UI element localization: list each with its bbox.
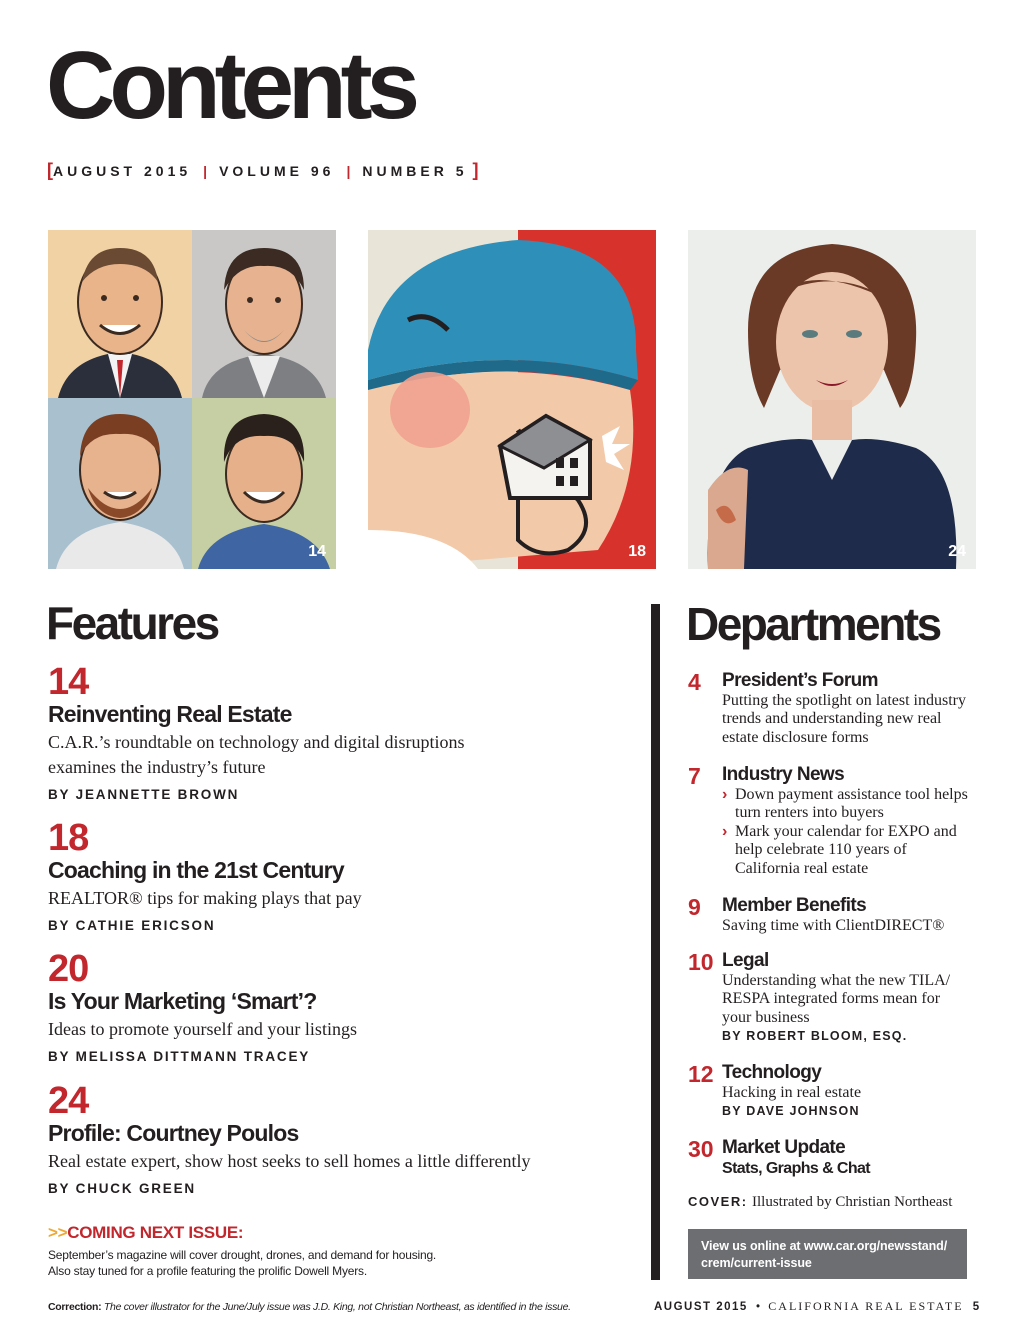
department-page-number: 30 bbox=[688, 1136, 714, 1162]
department-title[interactable]: Legal bbox=[722, 950, 769, 971]
footer-page-number: 5 bbox=[972, 1301, 980, 1313]
department-item bbox=[688, 1063, 988, 1118]
department-item bbox=[688, 765, 988, 878]
department-item bbox=[688, 1138, 988, 1177]
chevron-right-icon: › bbox=[722, 822, 728, 840]
department-description: Hacking in real estate bbox=[722, 1083, 862, 1101]
department-description: Saving time with ClientDIRECT® bbox=[722, 916, 945, 934]
department-byline: BY DAVE JOHNSON bbox=[722, 1104, 860, 1119]
feature-byline: BY CHUCK GREEN bbox=[48, 1181, 196, 1197]
department-item bbox=[688, 951, 988, 1043]
roundtable-portraits-image bbox=[48, 230, 336, 569]
issue-info: [AUGUST 2015 | VOLUME 96 | NUMBER 5 ] bbox=[47, 160, 479, 180]
issue-volume: VOLUME 96 bbox=[219, 163, 335, 179]
cover-credit bbox=[688, 1193, 952, 1211]
feature-byline: BY CATHIE ERICSON bbox=[48, 918, 216, 934]
feature-page-number: 14 bbox=[48, 661, 89, 703]
profile-portrait-image bbox=[688, 230, 976, 569]
cover-label: COVER: bbox=[688, 1194, 748, 1209]
online-link-line-2[interactable]: crem/current-issue bbox=[701, 1256, 812, 1270]
column-divider bbox=[651, 604, 660, 1280]
department-description: Putting the spotlight on latest industry trends and understanding new real estate disclosure forms bbox=[722, 691, 966, 746]
footer-publication: CALIFORNIA REAL ESTATE bbox=[768, 1299, 964, 1313]
feature-item bbox=[48, 950, 628, 1064]
department-item bbox=[688, 671, 988, 747]
department-item bbox=[688, 896, 988, 935]
issue-number: NUMBER 5 bbox=[362, 163, 468, 179]
department-title[interactable]: President’s Forum bbox=[722, 670, 878, 691]
feature-description: C.A.R.’s roundtable on technology and digital disruptions examines the industry’s future bbox=[48, 732, 465, 778]
chevron-right-icon: › bbox=[722, 785, 728, 803]
coaching-illustration-image bbox=[368, 230, 656, 569]
coming-text-2: Also stay tuned for a profile featuring the prolific Dowell Myers. bbox=[48, 1264, 367, 1278]
department-title[interactable]: Industry News bbox=[722, 764, 845, 785]
department-page-number: 9 bbox=[688, 894, 701, 920]
footer-dot: • bbox=[756, 1301, 761, 1313]
feature-byline: BY MELISSA DITTMANN TRACEY bbox=[48, 1049, 311, 1065]
department-title[interactable]: Member Benefits bbox=[722, 895, 867, 916]
department-page-number: 7 bbox=[688, 763, 701, 789]
feature-byline: BY JEANNETTE BROWN bbox=[48, 787, 240, 803]
page-title: Contents bbox=[46, 32, 414, 139]
feature-item bbox=[48, 663, 628, 802]
department-subtitle: Stats, Graphs & Chat bbox=[722, 1159, 871, 1177]
footer-month: AUGUST 2015 bbox=[654, 1301, 748, 1313]
news-bullet: › Down payment assistance tool helps turn renters into buyers bbox=[722, 785, 968, 822]
coming-text-1: September’s magazine will cover drought, drones, and demand for housing. bbox=[48, 1248, 437, 1262]
feature-description: REALTOR® tips for making plays that pay bbox=[48, 888, 362, 909]
woman-portrait bbox=[688, 230, 976, 569]
department-page-number: 4 bbox=[688, 669, 701, 695]
coming-label: COMING NEXT ISSUE: bbox=[67, 1223, 244, 1242]
feature-page-number: 20 bbox=[48, 948, 89, 990]
correction-note bbox=[48, 1301, 648, 1313]
department-page-number: 12 bbox=[688, 1061, 714, 1087]
feature-page-number: 24 bbox=[48, 1080, 89, 1122]
department-page-number: 10 bbox=[688, 949, 714, 975]
feature-title[interactable]: Profile: Courtney Poulos bbox=[48, 1120, 299, 1146]
whistle-house-illustration bbox=[368, 230, 656, 569]
department-byline: BY ROBERT BLOOM, ESQ. bbox=[722, 1029, 908, 1044]
department-title[interactable]: Market Update bbox=[722, 1137, 846, 1158]
cover-text: Illustrated by Christian Northeast bbox=[752, 1194, 953, 1210]
feature-description: Ideas to promote yourself and your listings bbox=[48, 1019, 357, 1040]
issue-month: AUGUST 2015 bbox=[53, 163, 192, 179]
double-chevron-icon: >> bbox=[48, 1223, 68, 1242]
portraits-illustration bbox=[48, 230, 336, 569]
photo-page-number: 24 bbox=[948, 543, 966, 560]
photo-page-number: 18 bbox=[628, 543, 646, 560]
news-bullet: › Mark your calendar for EXPO and help celebrate 110 years of California real estate bbox=[722, 822, 957, 877]
feature-item bbox=[48, 819, 628, 933]
feature-title[interactable]: Reinventing Real Estate bbox=[48, 701, 292, 727]
feature-page-number: 18 bbox=[48, 817, 89, 859]
feature-item bbox=[48, 1082, 628, 1196]
view-online-panel[interactable] bbox=[688, 1229, 967, 1279]
feature-title[interactable]: Coaching in the 21st Century bbox=[48, 857, 344, 883]
department-description: Understanding what the new TILA/ RESPA integrated forms mean for your business bbox=[722, 971, 951, 1026]
correction-label: Correction: bbox=[48, 1301, 102, 1313]
photo-page-number: 14 bbox=[308, 543, 326, 560]
feature-title[interactable]: Is Your Marketing ‘Smart’? bbox=[48, 988, 317, 1014]
coming-next-issue bbox=[48, 1223, 638, 1279]
feature-description: Real estate expert, show host seeks to sell homes a little differently bbox=[48, 1151, 531, 1172]
departments-heading: Departments bbox=[686, 598, 940, 650]
correction-text: The cover illustrator for the June/July issue was J.D. King, not Christian Northeast, as identified in the issue. bbox=[103, 1301, 571, 1313]
online-link-line-1[interactable]: View us online at www.car.org/newsstand/ bbox=[701, 1239, 948, 1253]
features-heading: Features bbox=[46, 597, 218, 649]
page-footer bbox=[654, 1299, 979, 1314]
department-title[interactable]: Technology bbox=[722, 1062, 822, 1083]
